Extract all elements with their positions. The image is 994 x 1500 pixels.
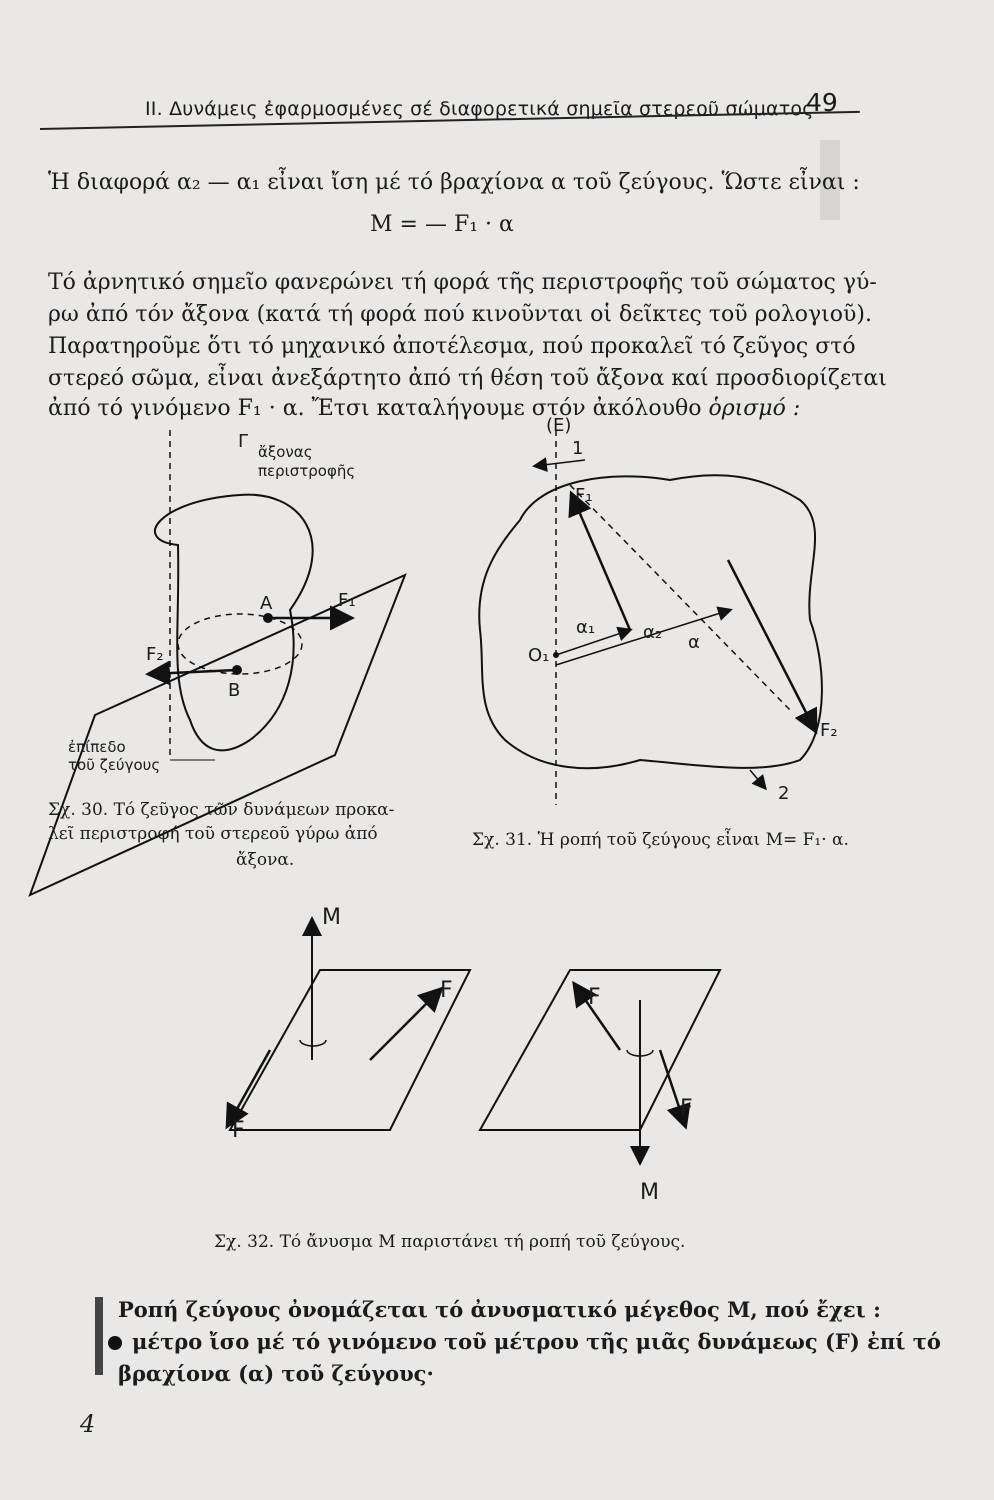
text-line-start: ἀπό τό γινόμενο F₁ · α. Ἔτσι καταλήγουμε στόν ἀκόλουθο — [48, 396, 702, 421]
axis-label: ἄξονας — [258, 443, 313, 461]
couple-plane-left — [230, 970, 470, 1130]
definition-bullet — [108, 1336, 122, 1350]
force-label: F — [440, 978, 453, 1003]
alpha-label: α — [688, 632, 700, 653]
force-f1-label: F₁ — [338, 590, 356, 611]
text-line: Παρατηροῦμε ὅτι τό μηχανικό ἀποτέλεσμα, πού προκαλεῖ τό ζεῦγος στό — [48, 334, 856, 359]
force-f2-label: F₂ — [146, 644, 164, 665]
alpha-2-label: α₂ — [643, 622, 663, 643]
running-header: II. Δυνάμεις ἐφαρμοσμένες σέ διαφορετικά σημεῖα στερεοῦ σώματος — [145, 98, 814, 120]
figure-32 — [200, 900, 760, 1230]
line-of-action — [570, 485, 790, 710]
text-line: ρω ἀπό τόν ἄξονα (κατά τή φορά πού κινοῦνται οἱ δεῖκτες τοῦ ρολογιοῦ). — [48, 302, 872, 327]
definition-bar — [95, 1297, 103, 1375]
figure-30 — [0, 430, 460, 890]
definition-line: Ροπή ζεύγους ὀνομάζεται τό ἀνυσματικό μέγεθος M, πού ἔχει : — [118, 1297, 881, 1322]
arrow-label: 2 — [778, 783, 790, 804]
point-o-label: O₁ — [528, 645, 550, 666]
text-line: Ἡ διαφορά α₂ — α₁ εἶναι ἴση μέ τό βραχίονα α τοῦ ζεύγους. Ὥστε εἶναι : — [48, 170, 860, 195]
moment-label: M — [640, 1180, 659, 1205]
axis-label: (E) — [546, 415, 572, 436]
plane-label: ἐπίπεδο — [68, 738, 126, 756]
force-label: F — [588, 985, 601, 1010]
arrow-label: 1 — [572, 438, 584, 459]
rotation-circle — [178, 614, 302, 674]
force-f1-arrow — [572, 495, 630, 630]
rigid-body-outline — [155, 495, 313, 751]
force-f1-label: F₁ — [575, 485, 593, 506]
page-number: 49 — [806, 88, 838, 117]
couple-plane — [30, 575, 405, 895]
definition-word: ὁρισμό : — [708, 396, 801, 421]
figure-caption: Σχ. 32. Τό ἄνυσμα M παριστάνει τή ροπή τοῦ ζεύγους. — [214, 1232, 686, 1252]
force-label: F — [680, 1096, 693, 1121]
force-label: F — [232, 1118, 245, 1143]
plane-label: τοῦ ζεύγους — [68, 756, 161, 774]
alpha-1-label: α₁ — [576, 617, 596, 638]
force-f-arrow — [228, 1050, 270, 1125]
text-line: στερεό σῶμα, εἶναι ἀνεξάρτητο ἀπό τή θέση τοῦ ἄξονα καί προσδιορίζεται — [48, 366, 887, 391]
definition-line: βραχίονα (α) τοῦ ζεύγους· — [118, 1361, 434, 1386]
text-line: Τό ἀρνητικό σημεῖο φανερώνει τή φορά τῆς περιστροφῆς τοῦ σώματος γύ- — [48, 270, 877, 295]
force-f2-arrow — [728, 560, 815, 730]
rotation-arrow-2 — [750, 770, 765, 788]
figure-31 — [460, 430, 880, 850]
axis-label: περιστροφῆς — [258, 462, 356, 480]
force-f2-label: F₂ — [820, 720, 838, 741]
definition-line: μέτρο ἴσο μέ τό γινόμενο τοῦ μέτρου τῆς μιᾶς δυνάμεως (F) ἐπί τό — [132, 1329, 941, 1354]
figure-caption: λεῖ περιστροφή τοῦ στερεοῦ γύρω ἀπό — [48, 824, 378, 844]
point-a-label: A — [260, 593, 273, 614]
text-line — [48, 396, 800, 421]
equation: M = — F₁ · α — [370, 212, 514, 237]
signature-mark: 4 — [80, 1410, 96, 1438]
rotation-arrow-1 — [535, 460, 585, 466]
moment-label: M — [322, 905, 341, 930]
figure-caption: Σχ. 31. Ἡ ροπή τοῦ ζεύγους εἶναι M= F₁· α. — [472, 830, 849, 850]
point-b-label: B — [228, 680, 241, 701]
figure-caption: ἄξονα. — [236, 850, 295, 870]
figure-caption: Σχ. 30. Τό ζεῦγος τῶν δυνάμεων προκα- — [48, 800, 395, 820]
axis-letter: Γ — [238, 431, 249, 452]
